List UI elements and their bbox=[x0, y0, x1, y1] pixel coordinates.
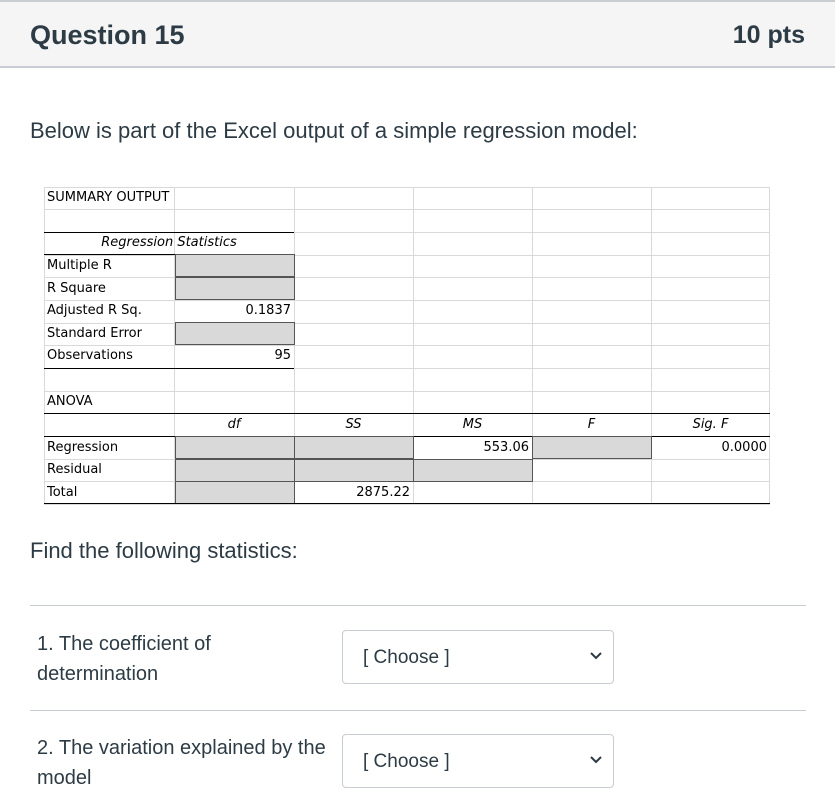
multiple-r-blank bbox=[175, 254, 295, 277]
anova-header-f: F bbox=[587, 417, 596, 432]
std-error-label: Standard Error bbox=[47, 326, 142, 341]
summary-output-label: SUMMARY OUTPUT bbox=[47, 190, 170, 205]
multiple-r-label: Multiple R bbox=[47, 258, 112, 273]
anova-label: ANOVA bbox=[47, 394, 93, 409]
r-square-blank bbox=[175, 277, 295, 300]
adj-r-sq-label: Adjusted R Sq. bbox=[47, 303, 142, 318]
anova-header-ss: SS bbox=[345, 417, 362, 432]
residual-ms-blank bbox=[413, 459, 533, 482]
total-row-label: Total bbox=[47, 485, 78, 500]
total-df-blank bbox=[175, 481, 295, 504]
anova-header-df: df bbox=[227, 417, 241, 432]
item-2-selected-value: [ Choose ] bbox=[363, 751, 450, 772]
chevron-down-icon bbox=[589, 649, 603, 663]
regression-df-blank bbox=[175, 436, 295, 459]
regression-ms-value: 553.06 bbox=[483, 440, 529, 455]
std-error-blank bbox=[175, 322, 295, 345]
anova-header-ms: MS bbox=[462, 417, 483, 432]
chevron-down-icon bbox=[589, 753, 603, 767]
divider bbox=[30, 710, 806, 711]
divider bbox=[30, 605, 806, 606]
adj-r-sq-value: 0.1837 bbox=[245, 303, 291, 318]
item-1-selected-value: [ Choose ] bbox=[363, 647, 450, 668]
regression-ss-blank bbox=[294, 436, 414, 459]
find-statistics-prompt: Find the following statistics: bbox=[30, 538, 298, 563]
residual-df-blank bbox=[175, 459, 295, 482]
residual-ss-blank bbox=[294, 459, 414, 482]
question-intro: Below is part of the Excel output of a simple regression model: bbox=[30, 118, 638, 143]
regression-statistics-header: Regression Statistics bbox=[101, 235, 237, 250]
regression-sigf-value: 0.0000 bbox=[721, 440, 767, 455]
observations-value: 95 bbox=[274, 348, 291, 363]
regression-row-label: Regression bbox=[47, 440, 119, 455]
residual-row-label: Residual bbox=[47, 462, 102, 477]
question-title: Question 15 bbox=[30, 20, 185, 50]
item-1-select[interactable] bbox=[342, 630, 614, 684]
total-ss-value: 2875.22 bbox=[356, 485, 410, 500]
observations-label: Observations bbox=[47, 348, 133, 363]
r-square-label: R Square bbox=[47, 281, 106, 296]
item-2-label: 2. The variation explained by the model bbox=[37, 737, 326, 789]
regression-f-blank bbox=[532, 436, 652, 459]
anova-header-sigf: Sig. F bbox=[692, 417, 729, 432]
excel-output-image bbox=[44, 187, 770, 505]
question-header bbox=[0, 0, 835, 68]
item-1-label: 1. The coefficient of determination bbox=[37, 633, 211, 685]
question-points: 10 pts bbox=[732, 21, 805, 49]
item-2-select[interactable] bbox=[342, 734, 614, 788]
